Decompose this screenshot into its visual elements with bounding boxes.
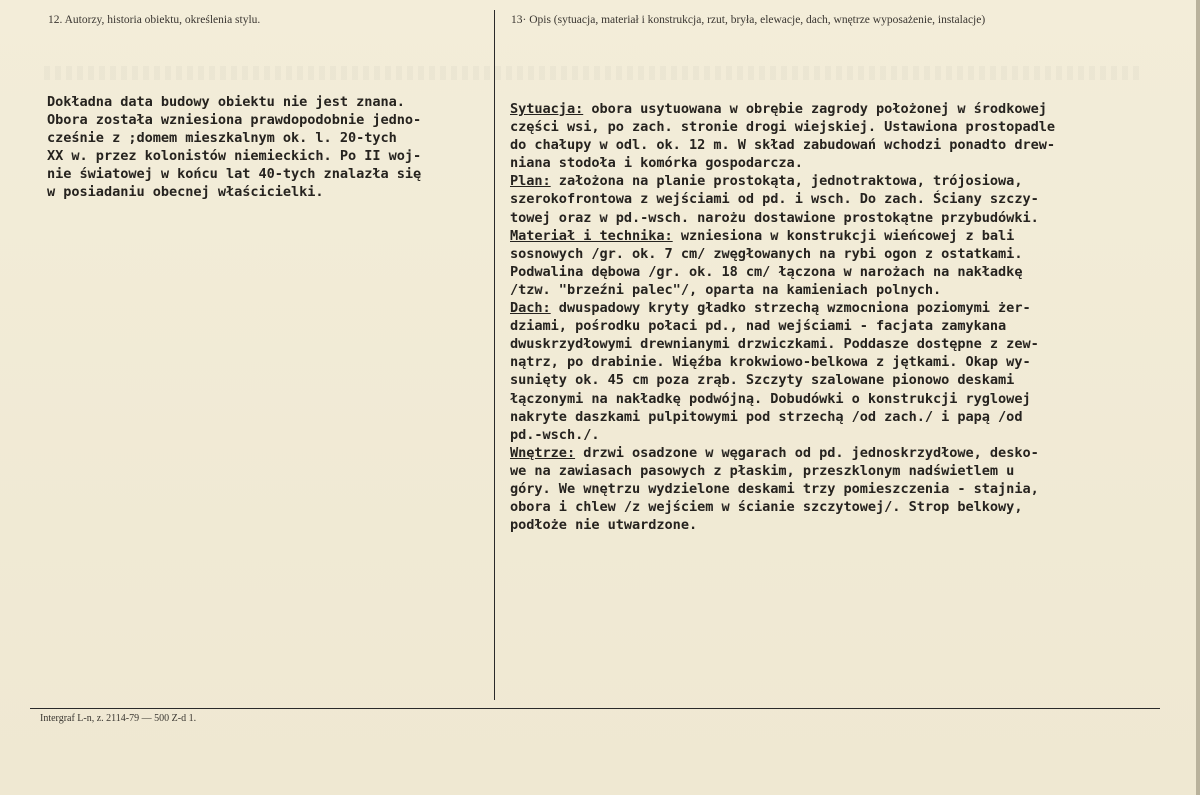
line-text: Podwalina dębowa /gr. ok. 18 cm/ łączona w narożach na nakładkę — [510, 263, 1023, 280]
line-text: sunięty ok. 45 cm poza zrąb. Szczyty szalowane pionowo deskami — [510, 372, 1015, 389]
description-line — [510, 245, 1055, 263]
description-line — [510, 136, 1055, 154]
line-text: niana stodoła i komórka gospodarcza. — [510, 155, 803, 172]
description-line — [510, 172, 1055, 190]
line-text: nakryte daszkami pulpitowymi pod strzechą /od zach./ i papą /od — [510, 408, 1023, 425]
description-line — [510, 118, 1055, 136]
section-label: Wnętrze: — [510, 444, 576, 461]
faint-offset-text — [44, 66, 1144, 80]
description-line — [510, 390, 1055, 408]
history-line: w posiadaniu obecnej właścicielki. — [47, 184, 324, 201]
line-text: dwuspadowy kryty gładko strzechą wzmocniona poziomymi żer- — [550, 300, 1031, 317]
history-line: nie światowej w końcu lat 40-tych znalazła się — [47, 166, 422, 183]
description-line — [510, 408, 1055, 426]
description-line — [510, 190, 1055, 208]
section-label: Materiał i technika: — [510, 227, 673, 244]
description-line — [510, 480, 1055, 498]
description-line — [510, 444, 1055, 462]
section-13-heading: 13· Opis (sytuacja, materiał i konstrukcja, rzut, bryła, elewacje, dach, wnętrze wyposażenie, instalacje) — [511, 14, 986, 26]
card-edge — [1196, 0, 1200, 795]
column-divider — [494, 10, 495, 700]
line-text: we na zawiasach pasowych z płaskim, przeszklonym nadświetlem u — [510, 462, 1015, 479]
line-text: obora i chlew /z wejściem w ścianie szczytowej/. Strop belkowy, — [510, 499, 1023, 516]
line-text: łączonymi na nakładkę podwójną. Dobudówki o konstrukcji ryglowej — [510, 390, 1031, 407]
history-line: Dokładna data budowy obiektu nie jest znana. — [47, 94, 405, 110]
section-label: Dach: — [510, 300, 551, 317]
section-12-heading: 12. Autorzy, historia obiektu, określenia stylu. — [48, 14, 261, 26]
line-text: do chałupy w odl. ok. 12 m. W skład zabudowań wchodzi ponadto drew- — [510, 137, 1055, 154]
line-text: szerokofrontowa z wejściami od pd. i wsch. Do zach. Ściany szczy- — [510, 191, 1039, 208]
section-label: Sytuacja: — [510, 101, 584, 117]
line-text: pd.-wsch./. — [510, 426, 600, 443]
line-text: obora usytuowana w obrębie zagrody położonej w środkowej — [583, 101, 1047, 117]
description-line — [510, 209, 1055, 227]
line-text: nątrz, po drabinie. Więźba krokwiowo-belkowa z jętkami. Okap wy- — [510, 354, 1031, 371]
section-label: Plan: — [510, 173, 551, 190]
line-text: towej oraz w pd.-wsch. narożu dostawione prostokątne przybudówki. — [510, 209, 1039, 226]
description-line — [510, 371, 1055, 389]
line-text: dwuskrzydłowymi drewnianymi drzwiczkami. Poddasze dostępne z zew- — [510, 336, 1039, 353]
line-text: części wsi, po zach. stronie drogi wiejskiej. Ustawiona prostopadle — [510, 119, 1055, 136]
description-line — [510, 100, 1055, 118]
history-line: Obora została wzniesiona prawdopodobnie jedno- — [47, 112, 422, 129]
history-line: XX w. przez kolonistów niemieckich. Po II woj- — [47, 148, 422, 165]
description-line — [510, 299, 1055, 317]
description-line — [510, 227, 1055, 245]
printer-imprint: Intergraf L-n, z. 2114-79 — 500 Z-d 1. — [40, 713, 197, 724]
description-line — [510, 498, 1055, 516]
description-line — [510, 335, 1055, 353]
description-line — [510, 516, 1055, 534]
line-text: sosnowych /gr. ok. 7 cm/ zwęgłowanych na rybi ogon z ostatkami. — [510, 245, 1023, 262]
line-text: wzniesiona w konstrukcji wieńcowej z bali — [672, 227, 1015, 244]
line-text: /tzw. "brzeźni palec"/, oparta na kamieniach polnych. — [510, 281, 942, 298]
description-text — [510, 100, 1055, 534]
line-text: założona na planie prostokąta, jednotraktowa, trójosiowa, — [550, 173, 1023, 190]
line-text: drzwi osadzone w węgarach od pd. jednoskrzydłowe, desko- — [575, 444, 1039, 461]
line-text: podłoże nie utwardzone. — [510, 517, 698, 534]
footer-rule — [30, 708, 1160, 709]
line-text: góry. We wnętrzu wydzielone deskami trzy pomieszczenia - stajnia, — [510, 480, 1039, 497]
description-line — [510, 317, 1055, 335]
history-line: cześnie z ;domem mieszkalnym ok. l. 20-tych — [47, 130, 397, 147]
description-line — [510, 462, 1055, 480]
description-line — [510, 281, 1055, 299]
description-line — [510, 426, 1055, 444]
description-line — [510, 263, 1055, 281]
line-text: dziami, pośrodku połaci pd., nad wejściami - facjata zamykana — [510, 318, 1007, 335]
description-line — [510, 154, 1055, 172]
description-line — [510, 353, 1055, 371]
history-text — [47, 93, 421, 202]
